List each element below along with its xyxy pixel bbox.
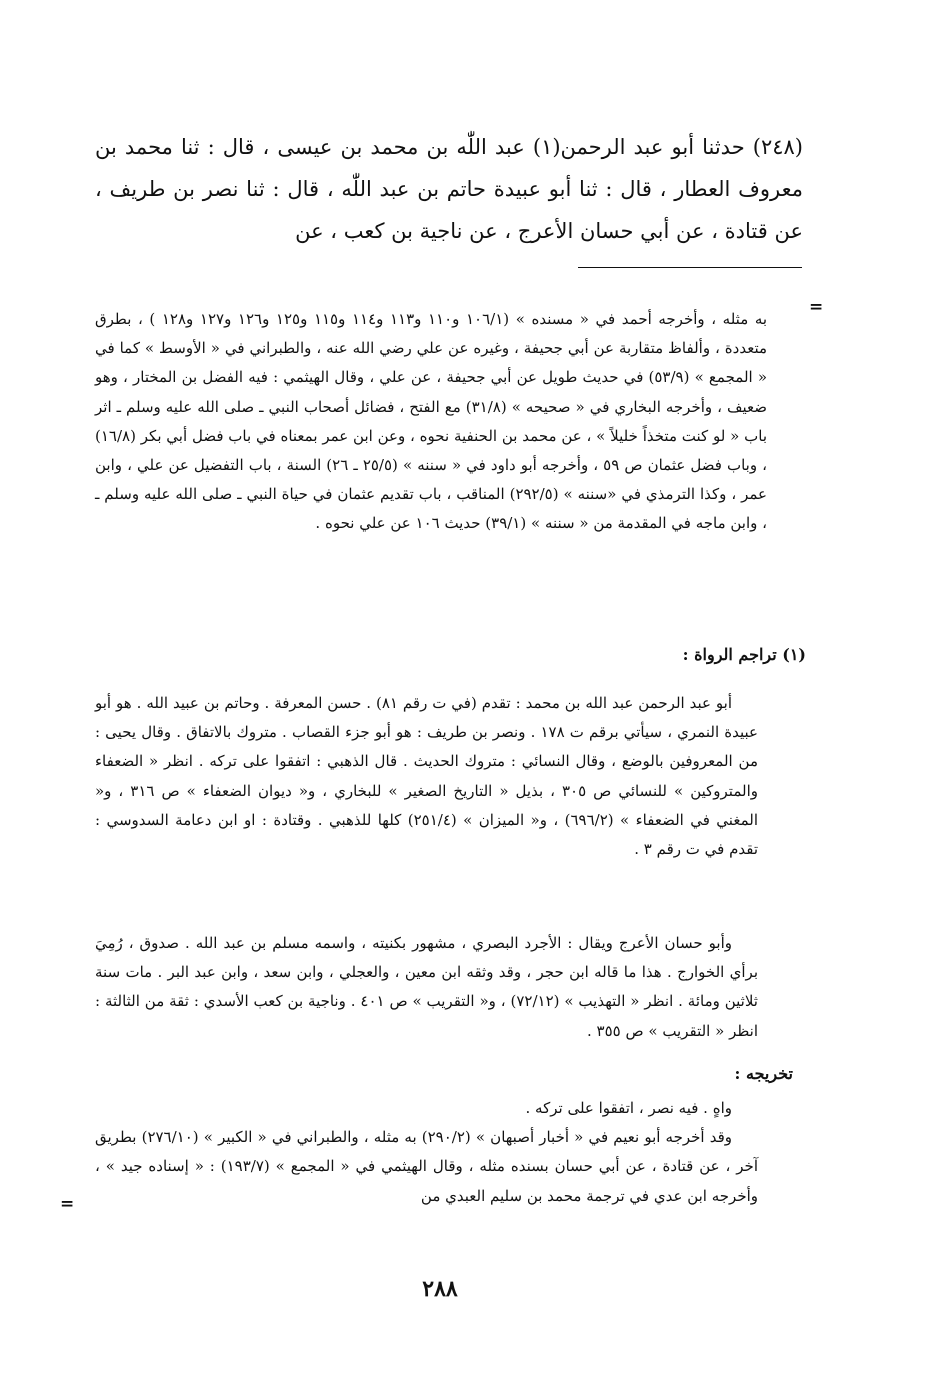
page-number: ٢٨٨ xyxy=(422,1276,458,1302)
narrators-paragraph-2: وأبو حسان الأعرج ويقال : الأجرد البصري ، مشهور بكنيته ، واسمه مسلم بن عبد الله . صدوق ، رُمِيَ برأي الخوارج . هذا ما قاله ابن حجر ، وقد وثقه ابن معين ، والعجلي ، وابن سعد ، وابن عبد البر . مات سنة ثلاثين ومائة . انظر « التهذيب » (٧٢/١٢) ، و« التقريب » ص ٤٠١ . وناجية بن كعب الأسدي : ثقة من الثالثة : انظر « التقريب » ص ٣٥٥ . xyxy=(95,934,758,1040)
footnote-separator-rule xyxy=(578,267,802,268)
continued-footnote-text: به مثله ، وأخرجه أحمد في « مسنده » (١٠٦/١ و١١٠ و١١٣ و١١٤ و١١٥ و١٢٥ و١٢٦ و١٢٧ و١٢٨ ) ، بطرق متعددة ، وألفاظ متقاربة عن أبي جحيفة ، وغيره عن علي رضي الله عنه ، والطبراني في « الأوسط » كما في « المجمع » (٥٣/٩) في حديث طويل عن أبي جحيفة ، عن علي ، وقال الهيثمي : فيه الفضل بن المختار ، وهو ضعيف ، وأخرجه البخاري في « صحيحه » (٣١/٨) مع الفتح ، فضائل أصحاب النبي ـ صلى الله عليه وسلم ـ اثر باب « لو كنت متخذاً خليلاً » ، عن محمد بن الحنفية نحوه ، وعن ابن عمر بمعناه في باب فضل أبي بكر (١٦/٨) ، وباب فضل عثمان ص ٥٩ ، وأخرجه أبو داود في « سننه » (٢٥/٥ ـ ٢٦) السنة ، باب التفضيل عن علي ، وابن عمر ، وكذا الترمذي في «سننه » (٢٩٢/٥) المناقب ، باب تقديم عثمان في حياة النبي ـ صلى الله عليه وسلم ـ ، وابن ماجه في المقدمة من « سننه » (٣٩/١) حديث ١٠٦ عن علي نحوه . xyxy=(95,310,768,533)
takhrij-heading: تخريجه : xyxy=(734,1064,793,1083)
narrators-paragraph-1: أبو عبد الرحمن عبد الله بن محمد : تقدم (في ت رقم ٨١) . حسن المعرفة . وحاتم بن عبيد الله . هو أبو عبيدة النمري ، سيأتي برقم ت ١٧٨ . ونصر بن طريف : هو أبو جزء القصاب . متروك بالاتفاق . وقال يحيى : من المعروفين بالوضع ، وقال النسائي : متروك الحديث . قال الذهبي : اتفقوا على تركه . انظر « الضعفاء والمتروكين » للنسائي ص ٣٠٥ ، بذيل « التاريخ الصغير » للبخاري ، و« ديوان الضعفاء » ص ٣١٦ ، و« المغني في الضعفاء » (٦٩٦/٢) ، و« الميزان » (٢٥١/٤) كلها للذهبي . وقتادة : او ابن دعامة السدوسي : تقدم في ت رقم ٣ . xyxy=(95,694,758,859)
footnote-continuation-marker-top: = xyxy=(809,297,824,317)
narrators-heading: (١) تراجم الرواة : xyxy=(682,645,806,664)
takhrij-line-2: وقد أخرجه أبو نعيم في « أخبار أصبهان » (٢٩٠/٢) به مثله ، والطبراني في « الكبير » (٢٧٦/١٠) بطريق آخر ، عن قتادة ، عن أبي حسان بسنده مثله ، وقال الهيثمي في « المجمع » (١٩٣/٧) : « إسناده جيد » ، وأخرجه ابن عدي في ترجمة محمد بن سليم العبدي من xyxy=(95,1128,758,1205)
takhrij-line-1: واهٍ . فيه نصر ، اتفقوا على تركه . xyxy=(525,1099,732,1117)
footnote-continuation-marker-bottom: = xyxy=(60,1194,75,1214)
takhrij-text xyxy=(95,1094,758,1211)
hadith-main-text: (٢٤٨) حدثنا أبو عبد الرحمن(١) عبد اللّٰه بن محمد بن عيسى ، قال : ثنا محمد بن معروف العطار ، قال : ثنا أبو عبيدة حاتم بن عبد اللّٰه ، قال : ثنا نصر بن طريف ، عن قتادة ، عن أبي حسان الأعرج ، عن ناجية بن كعب ، عن xyxy=(95,135,803,243)
